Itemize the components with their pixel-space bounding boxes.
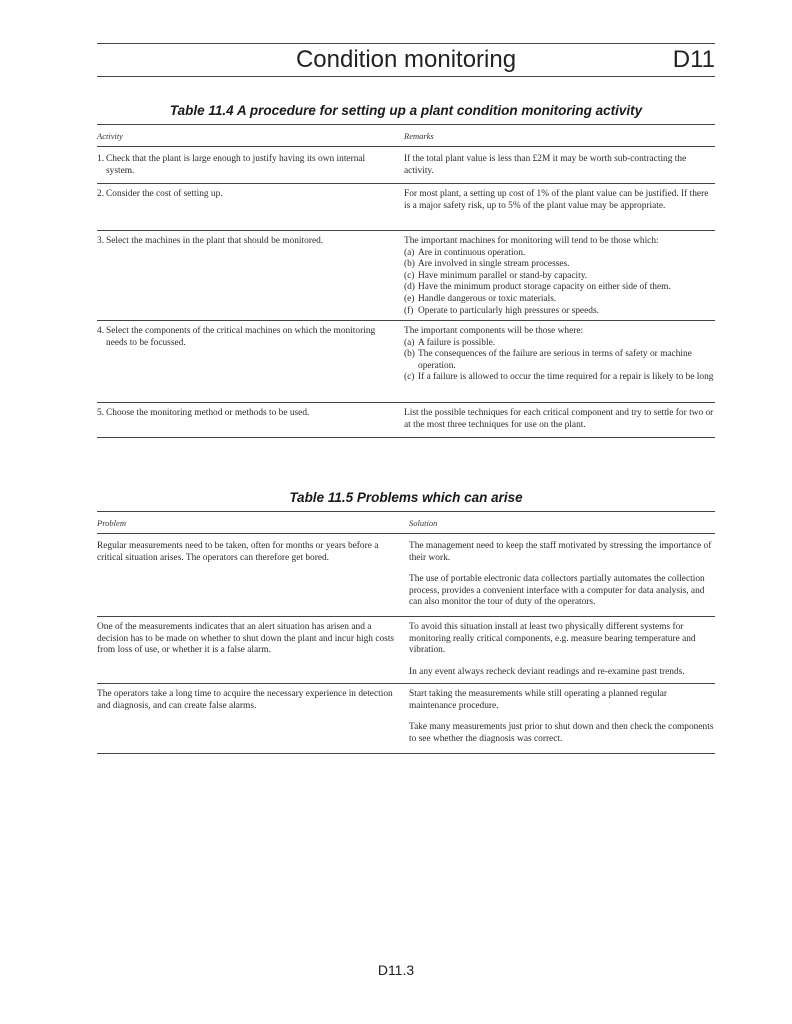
problem-column-header: Problem <box>97 518 126 528</box>
table-row-divider <box>97 183 715 184</box>
table-bottom-rule <box>97 437 715 438</box>
activity-text: Check that the plant is large enough to justify having its own internal system. <box>106 154 366 176</box>
activity-text: Select the machines in the plant that should be monitored. <box>106 236 324 246</box>
remark-text: If the total plant value is less than £2M it may be worth sub-contracting the activity. <box>404 154 687 176</box>
remark-subitem: (c) Have minimum parallel or stand-by capacity. <box>404 270 588 281</box>
remark-subitem: (f) Operate to particularly high pressures or speeds. <box>404 305 599 316</box>
activity-cell <box>97 154 377 177</box>
activity-text: Select the components of the critical machines on which the monitoring needs to be focussed. <box>106 326 376 348</box>
table-row-divider <box>97 320 715 321</box>
activity-text: Consider the cost of setting up. <box>106 189 223 199</box>
remark-subitem: (b) The consequences of the failure are serious in terms of safety or machine operation. <box>404 349 692 371</box>
solution-cell <box>409 541 715 609</box>
remark-cell <box>404 408 715 431</box>
remark-text: List the possible techniques for each critical component and try to settle for two or at the most three techniques for use on the plant. <box>404 408 714 430</box>
page-number: D11.3 <box>377 962 415 978</box>
table-rule <box>97 533 715 534</box>
page-title: Condition monitoring <box>295 46 517 73</box>
solution-text: In any event always recheck deviant readings and re-examine past trends. <box>409 666 685 677</box>
activity-cell <box>97 189 377 201</box>
row-number: 4. <box>97 326 105 336</box>
remark-text: For most plant, a setting up cost of 1% of the plant value can be justified. If there is a major safety risk, up to 5% of the plant value may be appropriate. <box>404 189 709 211</box>
table-11-5-caption: Table 11.5 Problems which can arise <box>289 490 523 505</box>
remarks-column-header: Remarks <box>404 131 434 141</box>
table-row-divider <box>97 683 715 684</box>
solution-cell <box>409 622 715 678</box>
remark-subitem: (e) Handle dangerous or toxic materials. <box>404 293 557 304</box>
remark-subitem: (a) Are in continuous operation. <box>404 247 526 258</box>
activity-cell <box>97 408 377 420</box>
remark-subitem: (b) Are involved in single stream processes. <box>404 259 570 270</box>
solution-column-header: Solution <box>409 518 438 528</box>
table-row-divider <box>97 230 715 231</box>
remark-text: The important components will be those where: <box>404 326 584 336</box>
header-top-rule <box>97 43 715 44</box>
activity-cell <box>97 236 377 248</box>
solution-cell <box>409 689 715 745</box>
solution-text: Start taking the measurements while still operating a planned regular maintenance procedure. <box>409 689 667 711</box>
remark-cell <box>404 189 715 212</box>
remark-subitem: (c) If a failure is allowed to occur the time required for a repair is likely to be long <box>404 372 714 383</box>
table-rule <box>97 124 715 125</box>
table-11-4-caption: Table 11.4 A procedure for setting up a plant condition monitoring activity <box>169 103 643 118</box>
problem-cell: One of the measurements indicates that an alert situation has arisen and a decision has to be made on whether to shut down the plant and incur high costs from loss of use, or whether it is a false alarm. <box>97 622 395 656</box>
remark-subitem: (a) A failure is possible. <box>404 337 496 348</box>
remark-cell <box>404 154 715 177</box>
row-number: 1. <box>97 154 105 164</box>
remark-cell <box>404 326 715 384</box>
row-number: 2. <box>97 189 105 199</box>
header-bottom-rule <box>97 76 715 77</box>
remark-cell <box>404 236 715 317</box>
table-rule <box>97 511 715 512</box>
solution-text: The management need to keep the staff motivated by stressing the importance of their work. <box>409 541 712 563</box>
remark-text: The important machines for monitoring will tend to be those which: <box>404 236 659 246</box>
table-row-divider <box>97 402 715 403</box>
table-bottom-rule <box>97 753 715 754</box>
problem-cell: Regular measurements need to be taken, often for months or years before a critical situation arises. The operators can therefore get bored. <box>97 541 379 563</box>
activity-cell <box>97 326 377 349</box>
table-rule <box>97 146 715 147</box>
problem-cell: The operators take a long time to acquire the necessary experience in detection and diagnosis, and can create false alarms. <box>97 689 393 711</box>
solution-text: Take many measurements just prior to shut down and then check the components to see whether the diagnosis was correct. <box>409 722 714 744</box>
remark-subitem: (d) Have the minimum product storage capacity on either side of them. <box>404 282 671 293</box>
activity-text: Choose the monitoring method or methods to be used. <box>106 408 310 418</box>
row-number: 3. <box>97 236 105 246</box>
solution-text: The use of portable electronic data collectors partially automates the collection process, provides a convenient interface with a computer for data analysis, and can also monitor the tour of duty of the operators. <box>409 574 705 608</box>
activity-column-header: Activity <box>97 131 123 141</box>
solution-text: To avoid this situation install at least two physically different systems for monitoring really critical components, e.g. measure bearing temperature and vibration. <box>409 622 696 656</box>
row-number: 5. <box>97 408 105 418</box>
section-code: D11 <box>672 46 715 73</box>
table-row-divider <box>97 616 715 617</box>
